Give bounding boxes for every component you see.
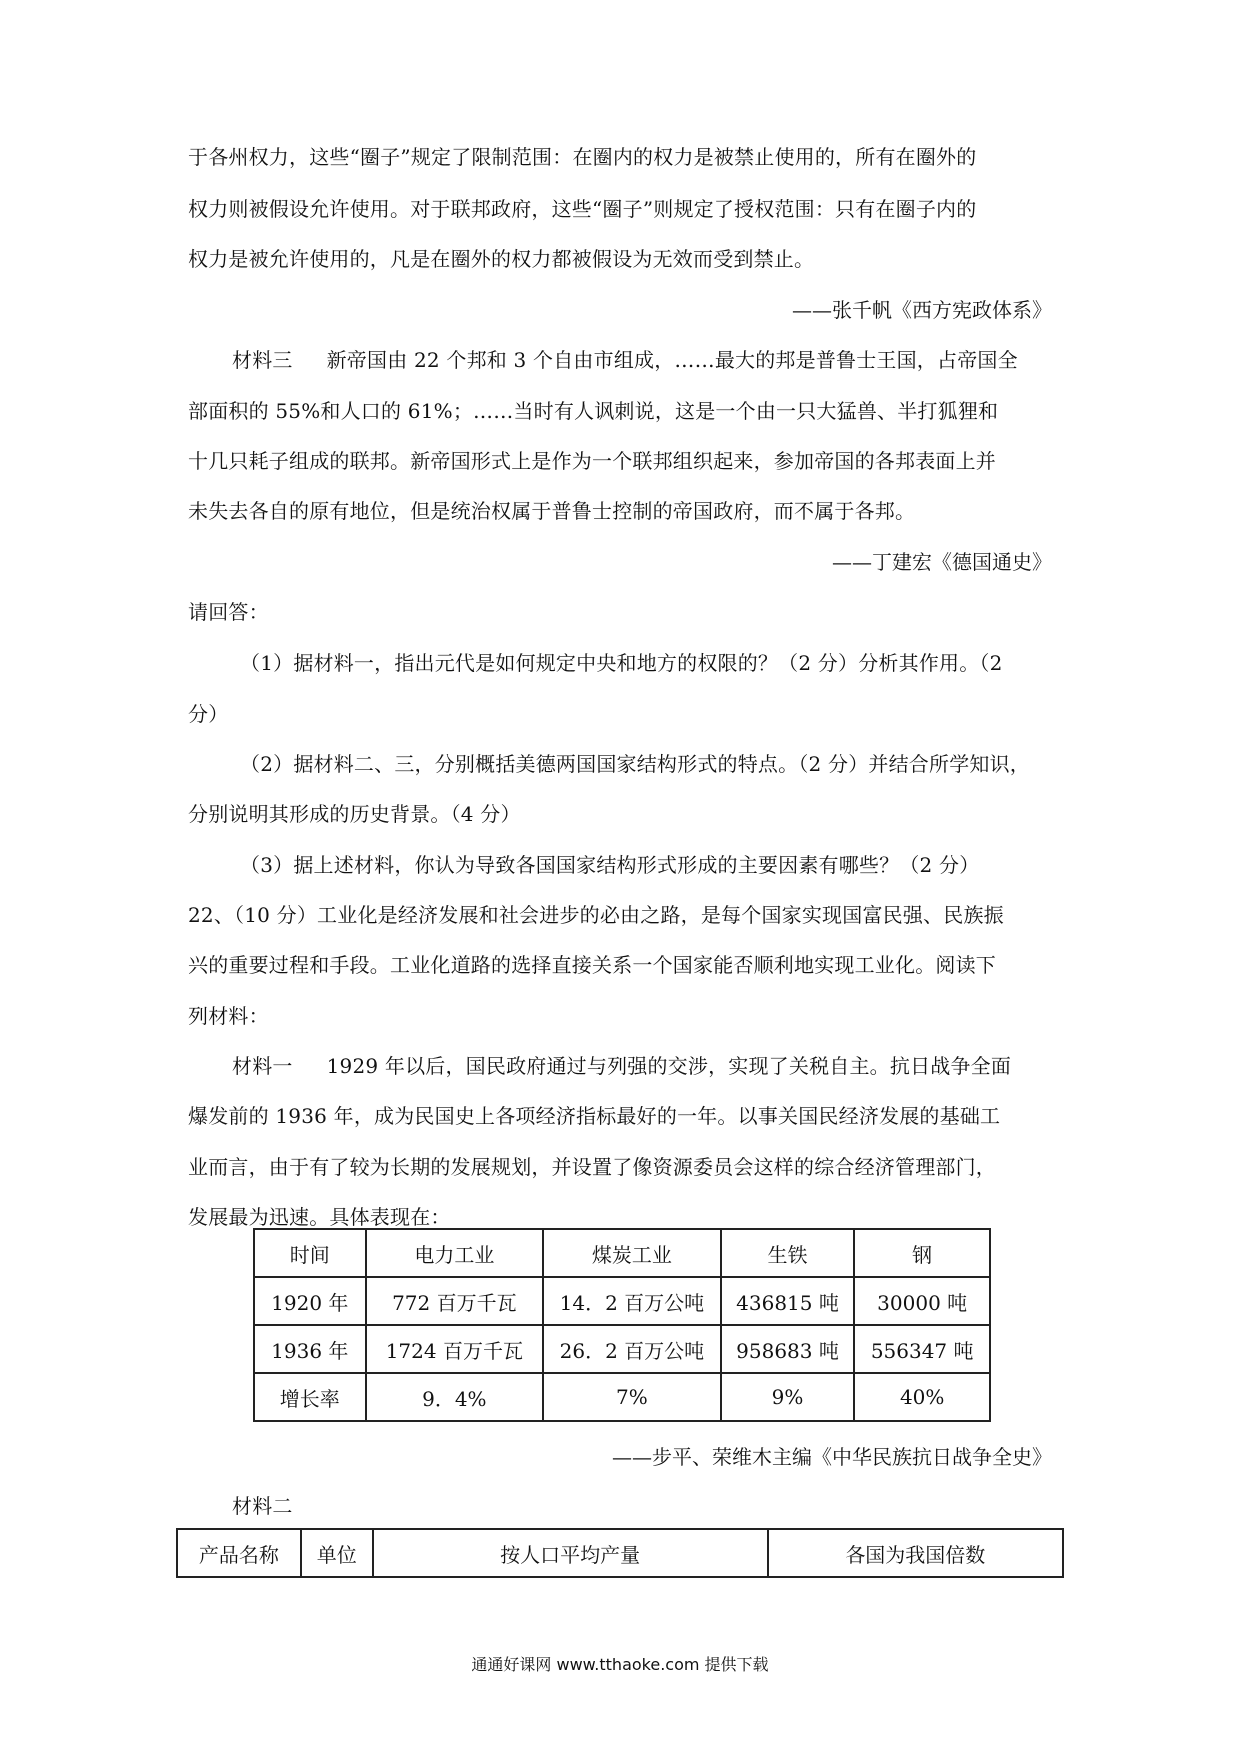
material-two-label: 材料二: [232, 1494, 293, 1518]
question-2: （2）据材料二、三，分别概括美德两国国家结构形式的特点。（2 分）并结合所学知识，: [240, 752, 1031, 776]
table-header-cell: 煤炭工业: [543, 1229, 721, 1277]
question-1: （1）据材料一，指出元代是如何规定中央和地方的权限的？（2 分）分析其作用。（2: [240, 651, 1003, 675]
table-cell: 7%: [543, 1373, 721, 1421]
table-header-cell: 时间: [254, 1229, 366, 1277]
material-label: 材料一: [232, 1054, 293, 1078]
table-cell: 9．4%: [366, 1373, 544, 1421]
question-3: （3）据上述材料，你认为导致各国国家结构形式形成的主要因素有哪些？（2 分）: [240, 853, 980, 877]
table-cell: 556347 吨: [854, 1325, 990, 1373]
table-cell: 增长率: [254, 1373, 366, 1421]
question-1-cont: 分）: [188, 702, 229, 726]
paragraph-line: 发展最为迅速。具体表现在：: [188, 1205, 451, 1229]
question-2-cont: 分别说明其形成的历史背景。（4 分）: [188, 802, 521, 826]
paragraph-line: 业而言，由于有了较为长期的发展规划，并设置了像资源委员会这样的综合经济管理部门，: [188, 1155, 996, 1179]
table-cell: 9%: [721, 1373, 855, 1421]
paragraph-line: 权力是被允许使用的，凡是在圈外的权力都被假设为无效而受到禁止。: [188, 247, 815, 271]
table-header-row: [254, 1229, 990, 1277]
material-three-line: [232, 346, 1018, 374]
paragraph-line: 十几只耗子组成的联邦。新帝国形式上是作为一个联邦组织起来，参加帝国的各邦表面上并: [188, 449, 996, 473]
table-row: [254, 1277, 990, 1325]
attribution: ——步平、荣维木主编《中华民族抗日战争全史》: [612, 1445, 1052, 1469]
table-header-cell: 单位: [301, 1529, 373, 1577]
table-cell: 1724 百万千瓦: [366, 1325, 544, 1373]
table-header-cell: 钢: [854, 1229, 990, 1277]
table-cell: 772 百万千瓦: [366, 1277, 544, 1325]
table-cell: 40%: [854, 1373, 990, 1421]
table-header-cell: 电力工业: [366, 1229, 544, 1277]
table-row: [254, 1325, 990, 1373]
prompt-line: 请回答：: [188, 600, 269, 624]
table-header-cell: 生铁: [721, 1229, 855, 1277]
product-table: [176, 1528, 1064, 1578]
paragraph-line: 权力则被假设允许使用。对于联邦政府，这些“圈子”则规定了授权范围：只有在圈子内的: [188, 197, 977, 221]
paragraph-line: 列材料：: [188, 1004, 269, 1028]
question-22: 22、（10 分）工业化是经济发展和社会进步的必由之路，是每个国家实现国富民强、民族振: [188, 903, 1004, 927]
table-cell: 26．2 百万公吨: [543, 1325, 721, 1373]
paragraph-line: 于各州权力，这些“圈子”规定了限制范围：在圈内的权力是被禁止使用的，所有在圈外的: [188, 145, 977, 169]
material-label: 材料三: [232, 348, 293, 372]
attribution: ——丁建宏《德国通史》: [832, 550, 1052, 574]
table-header-cell: 按人口平均产量: [373, 1529, 768, 1577]
table-row: [254, 1373, 990, 1421]
material-text: 1929 年以后，国民政府通过与列强的交涉，实现了关税自主。抗日战争全面: [326, 1054, 1012, 1078]
table-cell: 14．2 百万公吨: [543, 1277, 721, 1325]
table-header-cell: 产品名称: [177, 1529, 301, 1577]
material-text: 新帝国由 22 个邦和 3 个自由市组成，……最大的邦是普鲁士王国，占帝国全: [326, 348, 1018, 372]
table-header-cell: 各国为我国倍数: [768, 1529, 1063, 1577]
attribution: ——张千帆《西方宪政体系》: [792, 298, 1052, 322]
paragraph-line: 兴的重要过程和手段。工业化道路的选择直接关系一个国家能否顺利地实现工业化。阅读下: [188, 953, 996, 977]
table-header-row: [177, 1529, 1063, 1577]
table-cell: 1920 年: [254, 1277, 366, 1325]
footer-download-note: 通通好课网 www.tthaoke.com 提供下载: [471, 1655, 769, 1674]
table-cell: 30000 吨: [854, 1277, 990, 1325]
paragraph-line: 爆发前的 1936 年，成为民国史上各项经济指标最好的一年。以事关国民经济发展的基础工: [188, 1104, 1001, 1128]
table-cell: 1936 年: [254, 1325, 366, 1373]
material-one-line: [232, 1052, 1011, 1080]
industry-table: [253, 1228, 991, 1422]
table-cell: 436815 吨: [721, 1277, 855, 1325]
paragraph-line: 未失去各自的原有地位，但是统治权属于普鲁士控制的帝国政府，而不属于各邦。: [188, 499, 916, 523]
table-cell: 958683 吨: [721, 1325, 855, 1373]
paragraph-line: 部面积的 55%和人口的 61%；……当时有人讽刺说，这是一个由一只大猛兽、半打狐狸和: [188, 399, 999, 423]
